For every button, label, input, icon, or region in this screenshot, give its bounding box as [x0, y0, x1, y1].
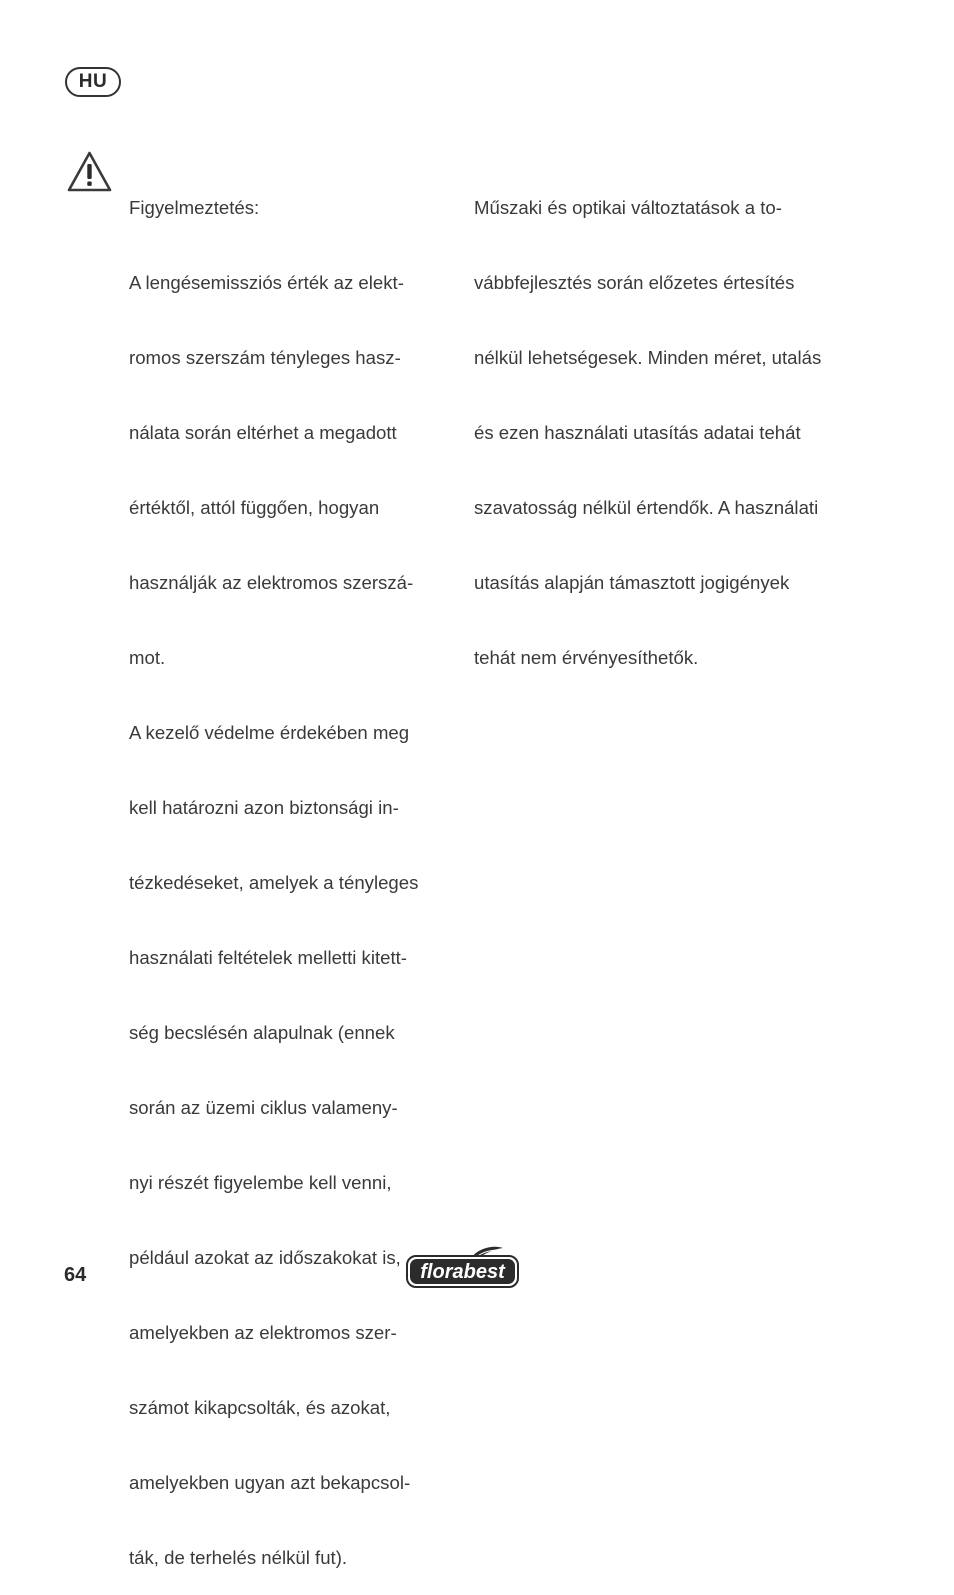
disclaimer-text-column	[474, 145, 821, 695]
logo-wordmark: florabest	[420, 1261, 505, 1283]
language-badge: HU	[65, 67, 121, 97]
warning-triangle-icon	[66, 150, 113, 193]
text-line: során az üzemi ciklus valameny-	[129, 1097, 398, 1118]
florabest-logo	[405, 1244, 520, 1290]
text-line: utasítás alapján támasztott jogigények	[474, 572, 790, 593]
text-line: például azokat az időszakokat is,	[129, 1247, 401, 1268]
text-line: amelyekben ugyan azt bekapcsol-	[129, 1472, 411, 1493]
text-line: használják az elektromos szerszá-	[129, 572, 414, 593]
text-line: használati feltételek melletti kitett-	[129, 947, 407, 968]
text-line: Műszaki és optikai változtatások a to-	[474, 197, 782, 218]
warning-text-column	[129, 145, 418, 1595]
text-line: kell határozni azon biztonsági in-	[129, 797, 399, 818]
text-line: tehát nem érvényesíthetők.	[474, 647, 699, 668]
text-line: mot.	[129, 647, 166, 668]
text-line: számot kikapcsolták, és azokat,	[129, 1397, 391, 1418]
text-line: nélkül lehetségesek. Minden méret, utalás	[474, 347, 822, 368]
text-line: vábbfejlesztés során előzetes értesítés	[474, 272, 795, 293]
text-line: A lengésemissziós érték az elekt-	[129, 272, 404, 293]
text-line: amelyekben az elektromos szer-	[129, 1322, 397, 1343]
text-line: szavatosság nélkül értendők. A használati	[474, 497, 819, 518]
text-line: és ezen használati utasítás adatai tehát	[474, 422, 801, 443]
page-number: 64	[64, 1264, 87, 1286]
text-line: ták, de terhelés nélkül fut).	[129, 1547, 348, 1568]
text-line: Figyelmeztetés:	[129, 197, 260, 218]
text-line: értéktől, attól függően, hogyan	[129, 497, 380, 518]
text-line: ség becslésén alapulnak (ennek	[129, 1022, 395, 1043]
text-line: A kezelő védelme érdekében meg	[129, 722, 410, 743]
text-line: nálata során eltérhet a megadott	[129, 422, 397, 443]
text-line: nyi részét figyelembe kell venni,	[129, 1172, 392, 1193]
text-line: tézkedéseket, amelyek a tényleges	[129, 872, 419, 893]
text-line: romos szerszám tényleges hasz-	[129, 347, 401, 368]
